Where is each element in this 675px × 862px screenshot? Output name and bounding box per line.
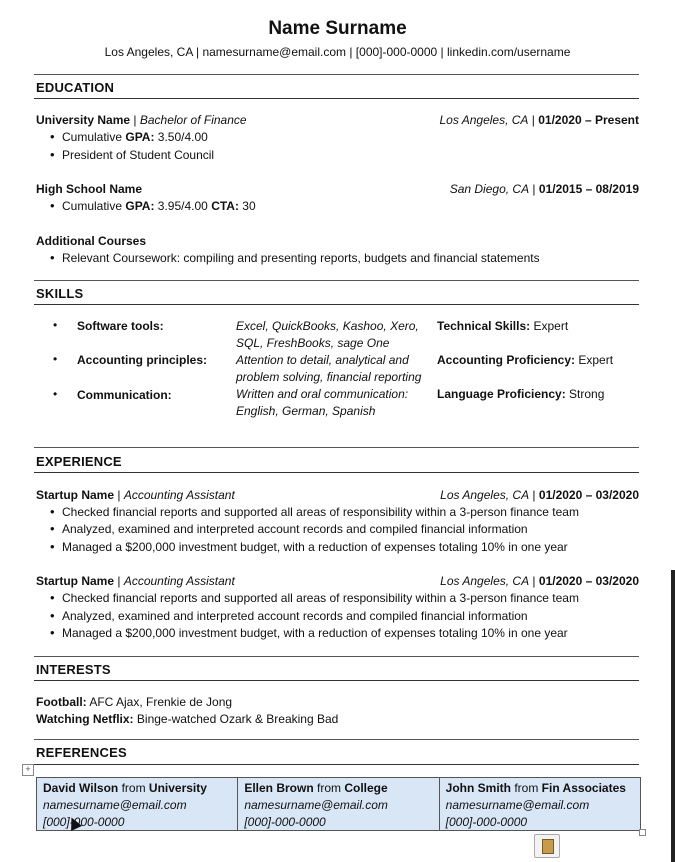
interest-item: Watching Netflix: Binge-watched Ozark & Breaking Bad [36,712,339,726]
section-title-education: EDUCATION [36,80,115,95]
divider [34,98,639,99]
reference-cell[interactable]: David Wilson from University namesurname@email.com [000]-000-0000 [37,778,238,830]
divider [34,739,639,740]
interest-item: Football: AFC Ajax, Frenkie de Jong [36,695,233,709]
education-highschool-row: High School Name San Diego, CA | 01/2015 – 08/2019 [36,182,639,196]
list-item: • Analyzed, examined and interpreted account records and compiled financial information [62,522,528,536]
divider [34,304,639,305]
scrollbar[interactable] [671,570,675,862]
reference-phone: [000]-000-0000 [244,815,326,829]
move-handle-icon[interactable]: + [22,764,34,776]
skill-value: Written and oral communication: English, German, Spanish [236,387,409,418]
skill-value: Attention to detail, analytical and problem solving, financial reporting [236,353,422,384]
divider [34,447,639,448]
section-title-skills: SKILLS [36,286,84,301]
divider [34,280,639,281]
university-dates: 01/2020 – Present [538,113,639,127]
divider [34,680,639,681]
list-item: • Managed a $200,000 investment budget, with a reduction of expenses totaling 10% in one year [62,626,568,640]
highschool-dates: 01/2015 – 08/2019 [538,182,639,196]
contact-line: Los Angeles, CA | namesurname@email.com | [000]-000-0000 | linkedin.com/username [104,45,571,59]
skill-rating: Accounting Proficiency: Expert [437,353,614,367]
skill-value: Excel, QuickBooks, Kashoo, Xero, SQL, FreshBooks, sage One [236,319,419,350]
reference-email: namesurname@email.com [244,798,388,812]
list-item: • President of Student Council [62,148,214,162]
list-item: • Relevant Coursework: compiling and presenting reports, budgets and financial statements [62,251,540,265]
reference-phone: [000]-000-0000 [43,815,125,829]
divider [34,656,639,657]
skill-label: • Accounting principles: [77,353,207,367]
divider [34,472,639,473]
reference-email: namesurname@email.com [445,798,590,812]
skill-label: • Software tools: [77,319,164,333]
education-university-row: University Name | Bachelor of Finance Los Angeles, CA | 01/2020 – Present [36,113,639,127]
list-item: • Checked financial reports and supported all areas of responsibility within a 3-person finance team [62,591,579,605]
references-table[interactable] [36,777,641,831]
resume-name: Name Surname [268,18,407,39]
section-title-interests: INTERESTS [36,662,111,677]
job-row: Startup Name | Accounting Assistant Los Angeles, CA | 01/2020 – 03/2020 [36,574,639,588]
clipboard-icon[interactable] [534,834,560,858]
highschool-name: High School Name [36,182,143,196]
university-name: University Name [36,113,131,127]
divider [34,74,639,75]
list-item: • Cumulative GPA: 3.50/4.00 [62,130,208,144]
skill-rating: Technical Skills: Expert [437,319,569,333]
list-item: • Cumulative GPA: 3.95/4.00 CTA: 30 [62,199,256,213]
reference-cell[interactable]: Ellen Brown from College namesurname@email.com [000]-000-0000 [238,778,439,830]
highschool-location: San Diego, CA [449,182,530,196]
skill-label: • Communication: [77,388,172,402]
table-resize-handle[interactable] [639,829,646,836]
reference-phone: [000]-000-0000 [445,815,528,829]
separator: | [130,113,140,127]
section-title-references: REFERENCES [36,745,127,760]
courses-title: Additional Courses [36,234,147,248]
degree: Bachelor of Finance [139,113,247,127]
list-item: • Checked financial reports and supported all areas of responsibility within a 3-person finance team [62,505,579,519]
skill-rating: Language Proficiency: Strong [437,387,605,401]
divider [34,764,639,765]
list-item: • Analyzed, examined and interpreted account records and compiled financial information [62,609,528,623]
section-title-experience: EXPERIENCE [36,454,122,469]
reference-email: namesurname@email.com [43,798,187,812]
university-location: Los Angeles, CA [439,113,529,127]
reference-cell[interactable]: John Smith from Fin Associates namesurname@email.com [000]-000-0000 [440,778,640,830]
job-row: Startup Name | Accounting Assistant Los Angeles, CA | 01/2020 – 03/2020 [36,488,639,502]
list-item: • Managed a $200,000 investment budget, with a reduction of expenses totaling 10% in one year [62,540,568,554]
